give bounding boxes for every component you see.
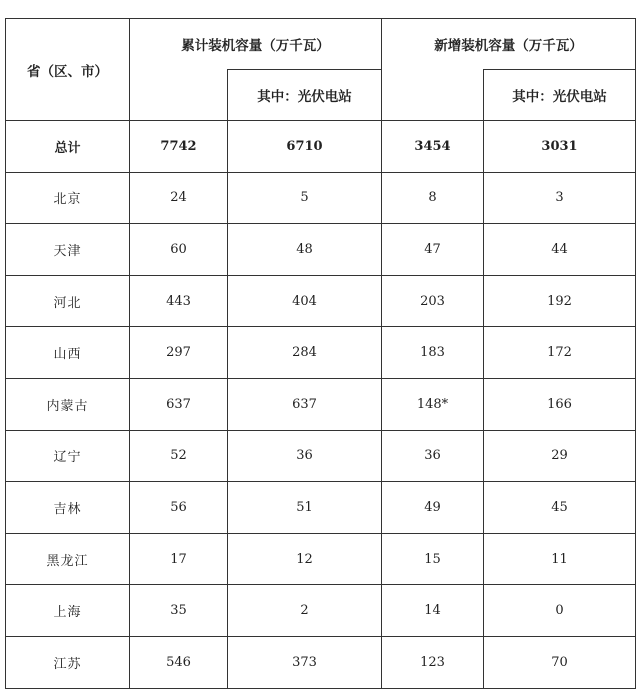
cum-total-cell: 546 [130,636,228,688]
new-total-cell: 123 [382,636,484,688]
new-total-cell: 14 [382,585,484,637]
cum-total-cell: 35 [130,585,228,637]
new-total-cell: 15 [382,533,484,585]
cum-total-cell: 52 [130,430,228,482]
cum-pv-cell: 12 [228,533,382,585]
new-pv-cell: 3031 [484,121,636,173]
cum-pv-cell: 48 [228,224,382,276]
new-pv-subheader: 其中：光伏电站 [484,70,636,121]
cumulative-total-subheader [130,70,228,121]
new-total-cell: 8 [382,172,484,224]
new-total-cell: 49 [382,482,484,534]
region-cell: 河北 [6,275,130,327]
region-cell: 北京 [6,172,130,224]
table-row [6,430,636,482]
new-total-cell: 148* [382,378,484,430]
table-row [6,533,636,585]
region-cell: 黑龙江 [6,533,130,585]
header-row-1 [6,19,636,70]
capacity-table [5,18,636,689]
new-total-cell: 3454 [382,121,484,173]
region-cell: 总计 [6,121,130,173]
cum-pv-cell: 6710 [228,121,382,173]
cum-pv-cell: 373 [228,636,382,688]
cum-pv-cell: 284 [228,327,382,379]
cum-total-cell: 7742 [130,121,228,173]
table-row [6,585,636,637]
cum-pv-cell: 36 [228,430,382,482]
cum-total-cell: 17 [130,533,228,585]
cum-pv-cell: 637 [228,378,382,430]
new-pv-cell: 29 [484,430,636,482]
table-row [6,327,636,379]
cum-total-cell: 297 [130,327,228,379]
cum-total-cell: 60 [130,224,228,276]
new-pv-cell: 11 [484,533,636,585]
new-total-cell: 203 [382,275,484,327]
table-row [6,172,636,224]
table-row [6,636,636,688]
new-pv-cell: 166 [484,378,636,430]
table-row [6,275,636,327]
capacity-table-container [5,18,636,689]
table-row-total [6,121,636,173]
new-pv-cell: 192 [484,275,636,327]
region-header: 省（区、市） [6,19,130,121]
cum-pv-cell: 2 [228,585,382,637]
cum-pv-cell: 5 [228,172,382,224]
table-row [6,224,636,276]
table-row [6,378,636,430]
new-total-cell: 36 [382,430,484,482]
cum-total-cell: 56 [130,482,228,534]
table-row [6,482,636,534]
cumulative-pv-subheader: 其中：光伏电站 [228,70,382,121]
new-pv-cell: 3 [484,172,636,224]
region-cell: 辽宁 [6,430,130,482]
new-pv-cell: 70 [484,636,636,688]
region-cell: 吉林 [6,482,130,534]
cum-total-cell: 24 [130,172,228,224]
cumulative-header: 累计装机容量（万千瓦） [130,19,382,70]
new-pv-cell: 0 [484,585,636,637]
new-pv-cell: 45 [484,482,636,534]
new-added-header: 新增装机容量（万千瓦） [382,19,636,70]
region-cell: 山西 [6,327,130,379]
region-cell: 天津 [6,224,130,276]
cum-pv-cell: 51 [228,482,382,534]
new-pv-cell: 172 [484,327,636,379]
cum-total-cell: 637 [130,378,228,430]
new-pv-cell: 44 [484,224,636,276]
new-total-cell: 183 [382,327,484,379]
region-cell: 江苏 [6,636,130,688]
new-total-subheader [382,70,484,121]
region-cell: 上海 [6,585,130,637]
new-total-cell: 47 [382,224,484,276]
region-cell: 内蒙古 [6,378,130,430]
cum-total-cell: 443 [130,275,228,327]
cum-pv-cell: 404 [228,275,382,327]
